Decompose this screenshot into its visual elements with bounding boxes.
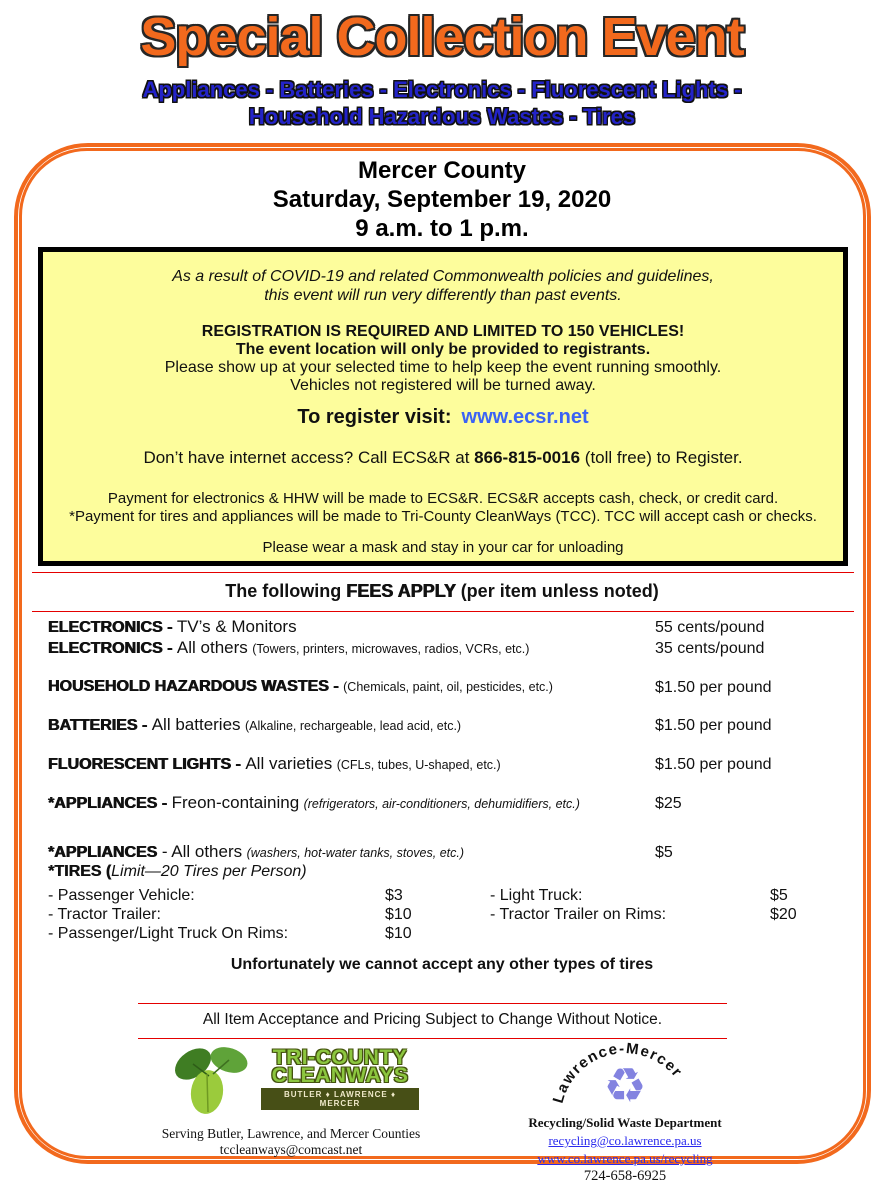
tri-county-cleanways-block [138, 1042, 444, 1158]
fee-paren: (refrigerators, air-conditioners, dehumidifiers, etc.) [303, 797, 580, 811]
tires-note: Unfortunately we cannot accept any other types of tires [230, 956, 654, 973]
tire-price: $5 [770, 887, 788, 904]
fee-category: ELECTRONICS - [48, 619, 173, 636]
event-header [0, 156, 884, 243]
fee-row-electronics-tvs [48, 617, 854, 638]
fee-price: $1.50 per pound [655, 679, 772, 696]
red-rule-top [32, 572, 854, 573]
subtitle-line-1: Appliances - Batteries - Electronics - Fluorescent Lights - [142, 77, 742, 102]
covid-notice-box [38, 247, 848, 566]
fee-paren: (Chemicals, paint, oil, pesticides, etc.) [343, 680, 553, 694]
fees-heading-post: (per item unless noted) [460, 581, 659, 601]
disclaimer-text: All Item Acceptance and Pricing Subject to Change Without Notice. [202, 1011, 663, 1028]
location-provided-line: The event location will only be provided to registrants. [235, 341, 651, 358]
payment-info [43, 490, 843, 525]
logo-line-1: TRI-COUNTY [272, 1045, 408, 1069]
fee-row-fluorescent [48, 754, 854, 775]
tri-county-leaves-icon [163, 1042, 259, 1116]
page-title: Special Collection Event [140, 7, 744, 67]
fee-price: 55 cents/pound [655, 619, 765, 636]
fee-row-batteries [48, 715, 854, 736]
subtitle [0, 76, 884, 130]
tire-price: $3 [385, 887, 403, 904]
recycle-icon: ♻ [603, 1060, 647, 1113]
registration-info [43, 323, 843, 395]
tires-price-grid [48, 886, 854, 943]
phone-register-line [43, 448, 843, 468]
turned-away-line: Vehicles not registered will be turned away. [290, 377, 596, 394]
tires-heading [48, 862, 854, 882]
lm-phone: 724-658-6925 [583, 1168, 667, 1184]
fee-row-appliances-others [48, 842, 854, 863]
fee-price: $5 [655, 844, 673, 861]
fees-heading [0, 581, 884, 602]
fee-category: FLUORESCENT LIGHTS - [48, 756, 241, 773]
tire-type: - Tractor Trailer on Rims: [490, 906, 667, 923]
fee-price: 35 cents/pound [655, 640, 765, 657]
fee-row-hhw [48, 677, 854, 697]
register-link[interactable]: www.ecsr.net [461, 406, 589, 428]
payment-line-2: *Payment for tires and appliances will be made to Tri-County CleanWays (TCC). TCC will accept cash or checks. [69, 507, 817, 525]
logo-counties-band: BUTLER ♦ LAWRENCE ♦ MERCER [261, 1088, 419, 1110]
fee-price: $1.50 per pound [655, 717, 772, 734]
fee-price: $1.50 per pound [655, 756, 772, 773]
fee-category: BATTERIES - [48, 717, 148, 734]
fee-main: All batteries [151, 715, 241, 734]
phone-number: 866-815-0016 [474, 448, 581, 467]
tires-section [48, 862, 854, 943]
lm-url-link[interactable]: www.co.lawrence.pa.us/recycling [537, 1151, 713, 1166]
fee-paren: (washers, hot-water tanks, stoves, etc.) [246, 846, 465, 860]
lawrence-mercer-arc-text: Lawrence-Mercer [549, 1039, 686, 1106]
fee-category: HOUSEHOLD HAZARDOUS WASTES - [48, 678, 339, 695]
fee-main: - All others [161, 842, 243, 861]
logo-line-2: CLEANWAYS [271, 1063, 409, 1087]
fee-category: ELECTRONICS - [48, 640, 173, 657]
payment-line-1: Payment for electronics & HHW will be made to ECS&R. ECS&R accepts cash, check, or credit card. [107, 490, 779, 507]
red-rule-under-heading [32, 611, 854, 612]
show-up-line: Please show up at your selected time to help keep the event running smoothly. [164, 359, 722, 376]
fee-category: *APPLIANCES [48, 844, 158, 861]
fee-main: Freon-containing [171, 793, 300, 812]
tire-price [770, 924, 854, 943]
lawrence-mercer-block [492, 1034, 758, 1185]
tires-heading-bold: *TIRES ( [48, 863, 112, 880]
fee-price: $25 [655, 795, 682, 812]
tire-type: - Light Truck: [490, 887, 583, 904]
fee-main: All varieties [245, 754, 333, 773]
phone-line-pre: Don’t have internet access? Call ECS&R at [143, 448, 470, 467]
serving-counties-text: Serving Butler, Lawrence, and Mercer Counties [161, 1126, 421, 1141]
tri-county-logo-text [261, 1045, 419, 1110]
fee-paren: (Alkaline, rechargeable, lead acid, etc.) [245, 719, 462, 733]
tire-price: $10 [385, 906, 412, 923]
tire-type [490, 924, 770, 943]
fee-main: All others [176, 638, 248, 657]
tire-price: $20 [770, 906, 797, 923]
fee-paren: (Towers, printers, microwaves, radios, VCRs, etc.) [252, 642, 530, 656]
phone-line-post: (toll free) to Register. [584, 448, 743, 467]
covid-statement [43, 267, 843, 305]
registration-required-line: REGISTRATION IS REQUIRED AND LIMITED TO 150 VEHICLES! [201, 323, 685, 340]
fees-heading-bold: FEES APPLY [346, 581, 456, 601]
tire-type: - Passenger/Light Truck On Rims: [48, 925, 289, 942]
tire-type: - Passenger Vehicle: [48, 887, 195, 904]
fees-heading-pre: The following [225, 581, 342, 601]
lawrence-mercer-logo [530, 1034, 720, 1114]
event-date: Saturday, September 19, 2020 [272, 186, 612, 213]
tri-county-logo [138, 1042, 444, 1116]
register-line [43, 406, 843, 429]
tires-heading-limit: Limit—20 Tires per Person) [111, 863, 307, 880]
subtitle-line-2: Household Hazardous Wastes - Tires [248, 104, 636, 129]
event-time: 9 a.m. to 1 p.m. [355, 215, 529, 242]
fee-category: *APPLIANCES - [48, 795, 168, 812]
fees-list [48, 617, 854, 863]
covid-line-1: As a result of COVID-19 and related Commonwealth policies and guidelines, [172, 268, 714, 285]
fee-row-electronics-others [48, 638, 854, 659]
tire-type: - Tractor Trailer: [48, 906, 161, 923]
register-label: To register visit: [297, 406, 452, 428]
fee-row-appliances-freon [48, 793, 854, 814]
tire-price: $10 [385, 925, 412, 942]
covid-line-2: this event will run very differently than past events. [264, 287, 622, 304]
fee-main: TV’s & Monitors [176, 617, 297, 636]
fee-paren: (CFLs, tubes, U-shaped, etc.) [336, 758, 501, 772]
tcc-email[interactable]: tccleanways@comcast.net [219, 1142, 363, 1157]
lm-email-link[interactable]: recycling@co.lawrence.pa.us [548, 1133, 702, 1148]
department-name: Recycling/Solid Waste Department [528, 1115, 722, 1130]
event-county: Mercer County [357, 157, 527, 184]
mask-line: Please wear a mask and stay in your car for unloading [262, 539, 624, 556]
